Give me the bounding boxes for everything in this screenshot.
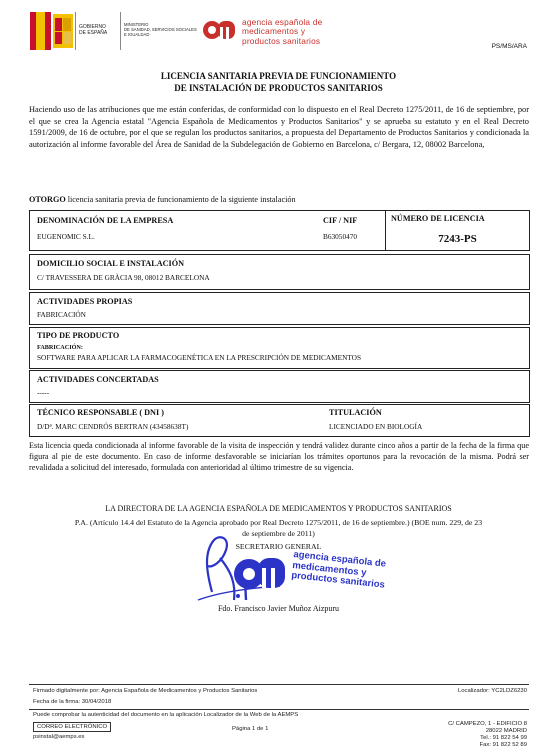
ministry-text: MINISTERIO DE SANIDAD, SERVICIOS SOCIALES E IGUALDAD: [124, 22, 197, 37]
firma-date: Fecha de la firma: 30/04/2018: [33, 699, 112, 705]
otorgo-label: OTORGO: [29, 195, 66, 204]
domicilio-box: [29, 254, 530, 290]
company-name-value: EUGENOMIC S.L.: [37, 232, 95, 241]
cif-label: CIF / NIF: [323, 216, 358, 225]
government-logo: [30, 12, 200, 50]
titulacion-value: LICENCIADO EN BIOLOGÍA: [329, 422, 423, 431]
otorgo-text: licencia sanitaria previa de funcionamiento de la siguiente instalación: [67, 195, 296, 204]
titulacion-label: TITULACIÓN: [329, 408, 382, 417]
fax: Fax: 91 822 52 89: [479, 742, 527, 748]
address-line-1: C/ CAMPEZO, 1 - EDIFICIO 8: [448, 721, 527, 727]
aemps-logo: [202, 12, 382, 50]
footer-mid-rule: [29, 709, 529, 710]
contact-email[interactable]: psinstal@aemps.es: [33, 734, 85, 740]
pa-line: P.A. (Artículo 14.4 del Estatuto de la Agencia aprobado por Real Decreto 1275/2011, de 16 de septiembre.) (BOE num. 229, de 23: [74, 518, 483, 527]
concertadas-box: [29, 370, 530, 403]
tipo-producto-box: [29, 327, 530, 369]
page-number: Página 1 de 1: [232, 726, 269, 732]
concertadas-value: -----: [37, 388, 50, 397]
company-name-label: DENOMINACIÓN DE LA EMPRESA: [37, 216, 174, 225]
document-reference: PS/MS/ARA: [491, 43, 527, 50]
domicilio-label: DOMICILIO SOCIAL E INSTALACIÓN: [37, 259, 185, 268]
stamp-symbol-icon: [232, 550, 286, 594]
license-number-value: 7243-PS: [438, 233, 477, 245]
actividades-value: FABRICACIÓN: [37, 310, 86, 319]
signed-by: Firmado digitalmente por: Agencia Española de Medicamentos y Productos Sanitarios: [33, 688, 258, 694]
tecnico-label: TÉCNICO RESPONSABLE ( DNI ): [37, 408, 164, 417]
intro-paragraph: Haciendo uso de las atribuciones que me están conferidas, de conformidad con lo dispuesto en el Real Decreto 1275/2011, de 16 de septiembre, por el que se crea la Agencia estatal "Agencia Española de Medicamentos y Productos Sanitarios" y se aprueba su estatuto y en el Real Decreto 1591/2009, de 16 de octubre, por el que se regulan los productos sanitarios, a propuesta del Departamento de Productos Sanitarios y condicionada la autorización al informe favorable del Área de Sanidad de la Subdelegación de Gobierno en Barcelona, c/ Bergara, 12, 08002 Barcelona,: [29, 105, 529, 149]
aemps-symbol-icon: [202, 16, 236, 42]
stamp-text: agencia española de medicamentos y productos sanitarios: [290, 549, 387, 591]
gobierno-de-espana-text: GOBIERNO DE ESPAÑA: [79, 24, 108, 36]
secretario-general: SECRETARIO GENERAL: [235, 542, 322, 551]
actividades-label: ACTIVIDADES PROPIAS: [37, 297, 133, 306]
title-line-2: DE INSTALACIÓN DE PRODUCTOS SANITARIOS: [174, 83, 383, 93]
localizador: Localizador: YC2LDZ6230: [458, 688, 527, 694]
tecnico-value: D/Dª. MARC CENDRÓS BERTRAN (43458638T): [37, 422, 189, 431]
tipo-producto-value: SOFTWARE PARA APLICAR LA FARMACOGENÉTICA EN LA PRESCRIPCIÓN DE MEDICAMENTOS: [37, 353, 362, 362]
concertadas-label: ACTIVIDADES CONCERTADAS: [37, 375, 159, 384]
agency-stamp: [232, 546, 432, 604]
director-line: LA DIRECTORA DE LA AGENCIA ESPAÑOLA DE MEDICAMENTOS Y PRODUCTOS SANITARIOS: [105, 504, 452, 513]
domicilio-value: C/ TRAVESSERA DE GRÀCIA 98, 08012 BARCELONA: [37, 273, 210, 282]
otorgo-line: [29, 195, 296, 204]
license-number-label: NÚMERO DE LICENCIA: [391, 214, 485, 223]
tecnico-box: [29, 404, 530, 437]
actividades-box: [29, 292, 530, 325]
aemps-logo-text: agencia española de medicamentos y productos sanitarios: [242, 17, 323, 46]
verify-note: Puede comprobar la autenticidad del documento en la aplicación Localizador de la Web de la AEMPS: [33, 712, 299, 718]
condition-paragraph: Esta licencia queda condicionada al informe favorable de la visita de inspección y tendrá validez durante cinco años a partir de la fecha de la firma que figura al pie de este documento. En caso de informe desfavorable se iniciarían los trámites oportunos para la revocación de la misma. Podrá ser revalidada a solicitud del interesado, formulada con anterioridad al último trimestre de su vigencia.: [29, 441, 529, 473]
tipo-fabricacion-label: FABRICACIÓN:: [37, 344, 83, 351]
cif-value: B63050470: [323, 232, 358, 241]
agency-address: [448, 721, 527, 749]
telephone: Tel.: 91 822 54 99: [480, 735, 527, 741]
address-line-2: 28022 MADRID: [485, 728, 527, 734]
correo-label: CORREO ELECTRÓNICO: [33, 722, 111, 732]
company-box: [29, 210, 530, 251]
signer-name: Fdo. Francisco Javier Muñoz Aizpuru: [217, 604, 340, 613]
title-line-1: LICENCIA SANITARIA PREVIA DE FUNCIONAMIENTO: [160, 71, 397, 81]
footer-top-rule: [29, 684, 529, 685]
pa-line-2: de septiembre de 2011): [242, 529, 315, 538]
tipo-producto-label: TIPO DE PRODUCTO: [37, 331, 120, 340]
document-title: [0, 70, 557, 94]
